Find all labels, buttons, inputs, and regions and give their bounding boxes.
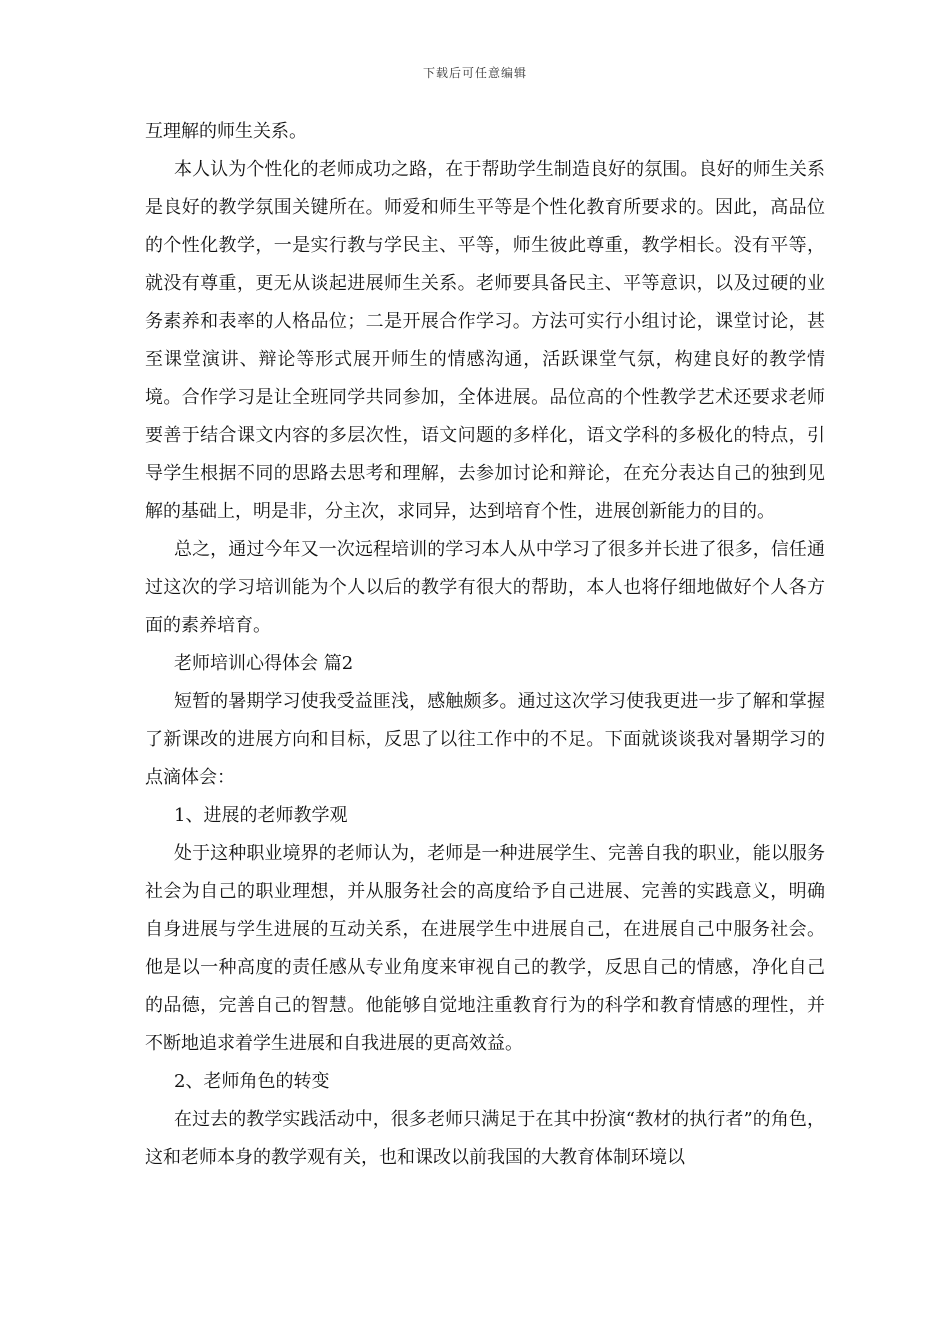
- paragraph: 处于这种职业境界的老师认为，老师是一种进展学生、完善自我的职业，能以服务社会为自己的职业理想，并从服务社会的高度给予自己进展、完善的实践意义，明确自身进展与学生进展的互动关系，在进展学生中进展自己，在进展自己中服务社会。他是以一种高度的责任感从专业角度来审视自己的教学，反思自己的情感，净化自己的品德，完善自己的智慧。他能够自觉地注重教育行为的科学和教育情感的理性，并不断地追求着学生进展和自我进展的更高效益。: [145, 843, 825, 1054]
- document-body: [145, 113, 825, 1177]
- paragraph: 总之，通过今年又一次远程培训的学习本人从中学习了很多并长进了很多，信任通过这次的学习培训能为个人以后的教学有很大的帮助，本人也将仔细地做好个人各方面的素养培育。: [145, 539, 825, 636]
- subsection-heading: 2、老师角色的转变: [174, 1071, 330, 1092]
- paragraph: 互理解的师生关系。: [145, 121, 307, 142]
- subsection-heading: 1、进展的老师教学观: [174, 805, 348, 826]
- paragraph: 在过去的教学实践活动中，很多老师只满足于在其中扮演“教材的执行者”的角色，这和老师本身的教学观有关，也和课改以前我国的大教育体制环境以: [145, 1109, 825, 1168]
- paragraph: 短暂的暑期学习使我受益匪浅，感触颇多。通过这次学习使我更进一步了解和掌握了新课改的进展方向和目标，反思了以往工作中的不足。下面就谈谈我对暑期学习的点滴体会：: [145, 691, 825, 788]
- section-heading: 老师培训心得体会 篇2: [174, 653, 354, 674]
- paragraph: 本人认为个性化的老师成功之路，在于帮助学生制造良好的氛围。良好的师生关系是良好的教学氛围关键所在。师爱和师生平等是个性化教育所要求的。因此，高品位的个性化教学，一是实行教与学民主、平等，师生彼此尊重，教学相长。没有平等，就没有尊重，更无从谈起进展师生关系。老师要具备民主、平等意识，以及过硬的业务素养和表率的人格品位；二是开展合作学习。方法可实行小组讨论，课堂讨论，甚至课堂演讲、辩论等形式展开师生的情感沟通，活跃课堂气氛，构建良好的教学情境。合作学习是让全班同学共同参加，全体进展。品位高的个性教学艺术还要求老师要善于结合课文内容的多层次性，语文问题的多样化，语文学科的多极化的特点，引导学生根据不同的思路去思考和理解，去参加讨论和辩论，在充分表达自己的独到见解的基础上，明是非，分主次，求同异，达到培育个性，进展创新能力的目的。: [145, 159, 825, 522]
- page-header: 下载后可任意编辑: [422, 66, 527, 80]
